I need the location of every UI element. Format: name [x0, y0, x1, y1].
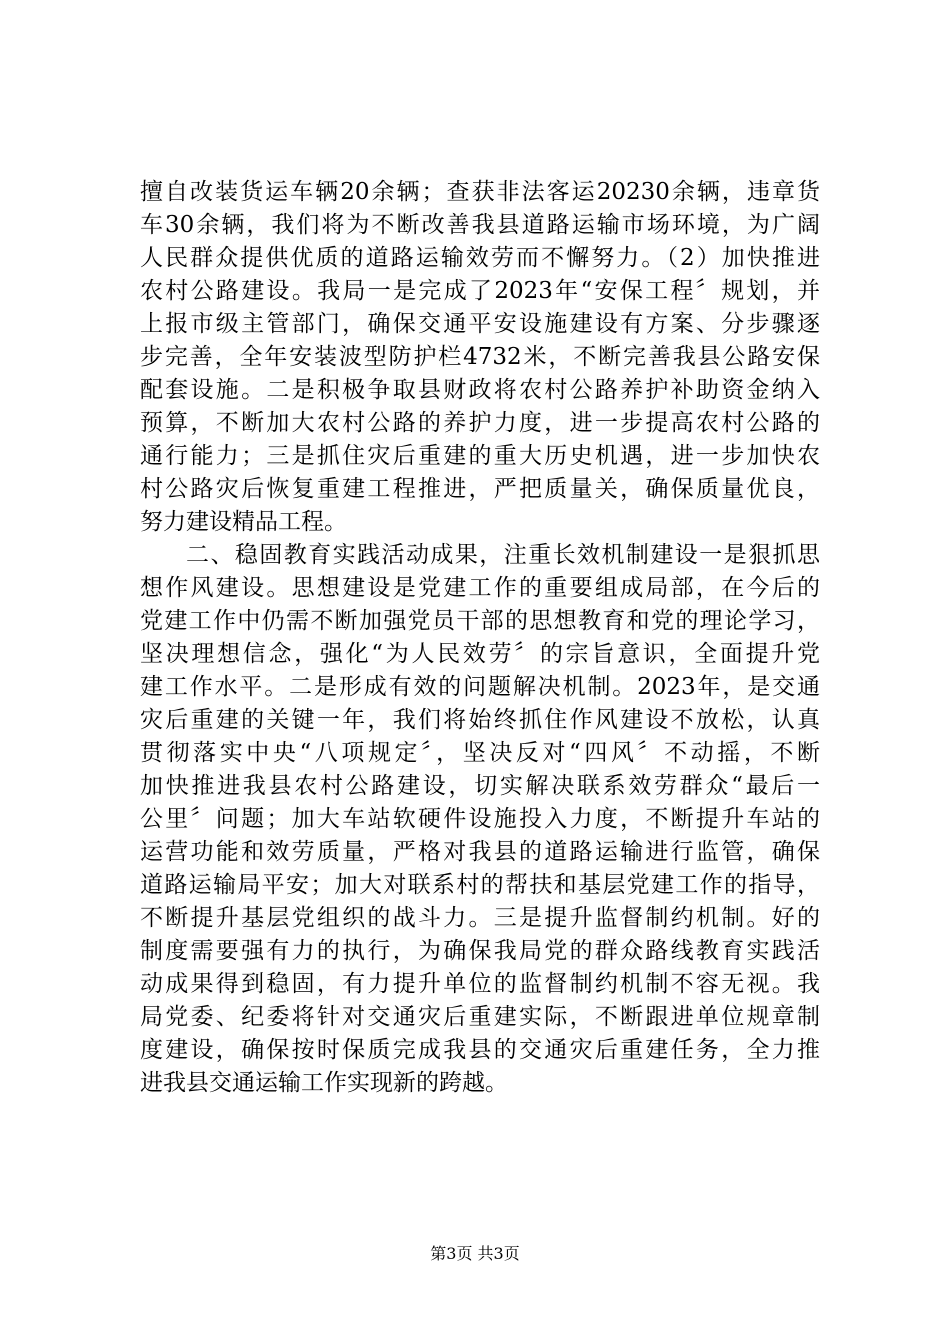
text-line: 努力建设精品工程。 [140, 509, 347, 535]
text-line: 坚决理想信念，强化“为人民效劳〞的宗旨意识，全面提升党 [140, 641, 820, 667]
text-line: 上报市级主管部门，确保交通平安设施建设有方案、分步骤逐 [140, 311, 820, 337]
text-line: 人民群众提供优质的道路运输效劳而不懈努力。（2）加快推进 [140, 245, 820, 271]
page-footer [0, 1244, 950, 1264]
text-line: 农村公路建设。我局一是完成了2023年“安保工程〞规划，并 [140, 278, 820, 304]
text-line: 进我县交通运输工作实现新的跨越。 [140, 1070, 508, 1096]
text-line: 度建设，确保按时保质完成我县的交通灾后重建任务，全力推 [140, 1037, 820, 1063]
text-line: 配套设施。二是积极争取县财政将农村公路养护补助资金纳入 [140, 377, 820, 403]
text-line: 动成果得到稳固，有力提升单位的监督制约机制不容无视。我 [140, 971, 820, 997]
paragraph-1 [140, 176, 820, 539]
text-line: 道路运输局平安；加大对联系村的帮扶和基层党建工作的指导， [140, 872, 820, 898]
text-line: 加快推进我县农村公路建设，切实解决联系效劳群众“最后一 [140, 773, 820, 799]
text-line: 村公路灾后恢复重建工程推进，严把质量关，确保质量优良， [140, 476, 820, 502]
text-line: 运营功能和效劳质量，严格对我县的道路运输进行监管，确保 [140, 839, 820, 865]
text-line: 党建工作中仍需不断加强党员干部的思想教育和党的理论学习， [140, 608, 820, 634]
document-body [140, 176, 820, 1100]
text-line: 想作风建设。思想建设是党建工作的重要组成局部，在今后的 [140, 575, 820, 601]
text-line: 公里〞问题；加大车站软硬件设施投入力度，不断提升车站的 [140, 806, 820, 832]
text-line: 局党委、纪委将针对交通灾后重建实际，不断跟进单位规章制 [140, 1004, 820, 1030]
text-line: 贯彻落实中央“八项规定〞，坚决反对“四风〞不动摇，不断 [140, 740, 820, 766]
text-line: 预算，不断加大农村公路的养护力度，进一步提高农村公路的 [140, 410, 820, 436]
text-line: 通行能力；三是抓住灾后重建的重大历史机遇，进一步加快农 [140, 443, 820, 469]
text-line: 二、稳固教育实践活动成果，注重长效机制建设一是狠抓思 [186, 542, 820, 568]
page-number-label: 第3页 共3页 [430, 1244, 520, 1263]
text-line: 车30余辆，我们将为不断改善我县道路运输市场环境，为广阔 [140, 212, 820, 238]
text-line: 步完善，全年安装波型防护栏4732米，不断完善我县公路安保 [140, 344, 820, 370]
text-line: 不断提升基层党组织的战斗力。三是提升监督制约机制。好的 [140, 905, 820, 931]
paragraph-2 [140, 539, 820, 1100]
text-line: 制度需要强有力的执行，为确保我局党的群众路线教育实践活 [140, 938, 820, 964]
text-line: 建工作水平。二是形成有效的问题解决机制。2023年，是交通 [140, 674, 820, 700]
text-line: 擅自改装货运车辆20余辆；查获非法客运20230余辆，违章货 [140, 179, 820, 205]
text-line: 灾后重建的关键一年，我们将始终抓住作风建设不放松，认真 [140, 707, 820, 733]
